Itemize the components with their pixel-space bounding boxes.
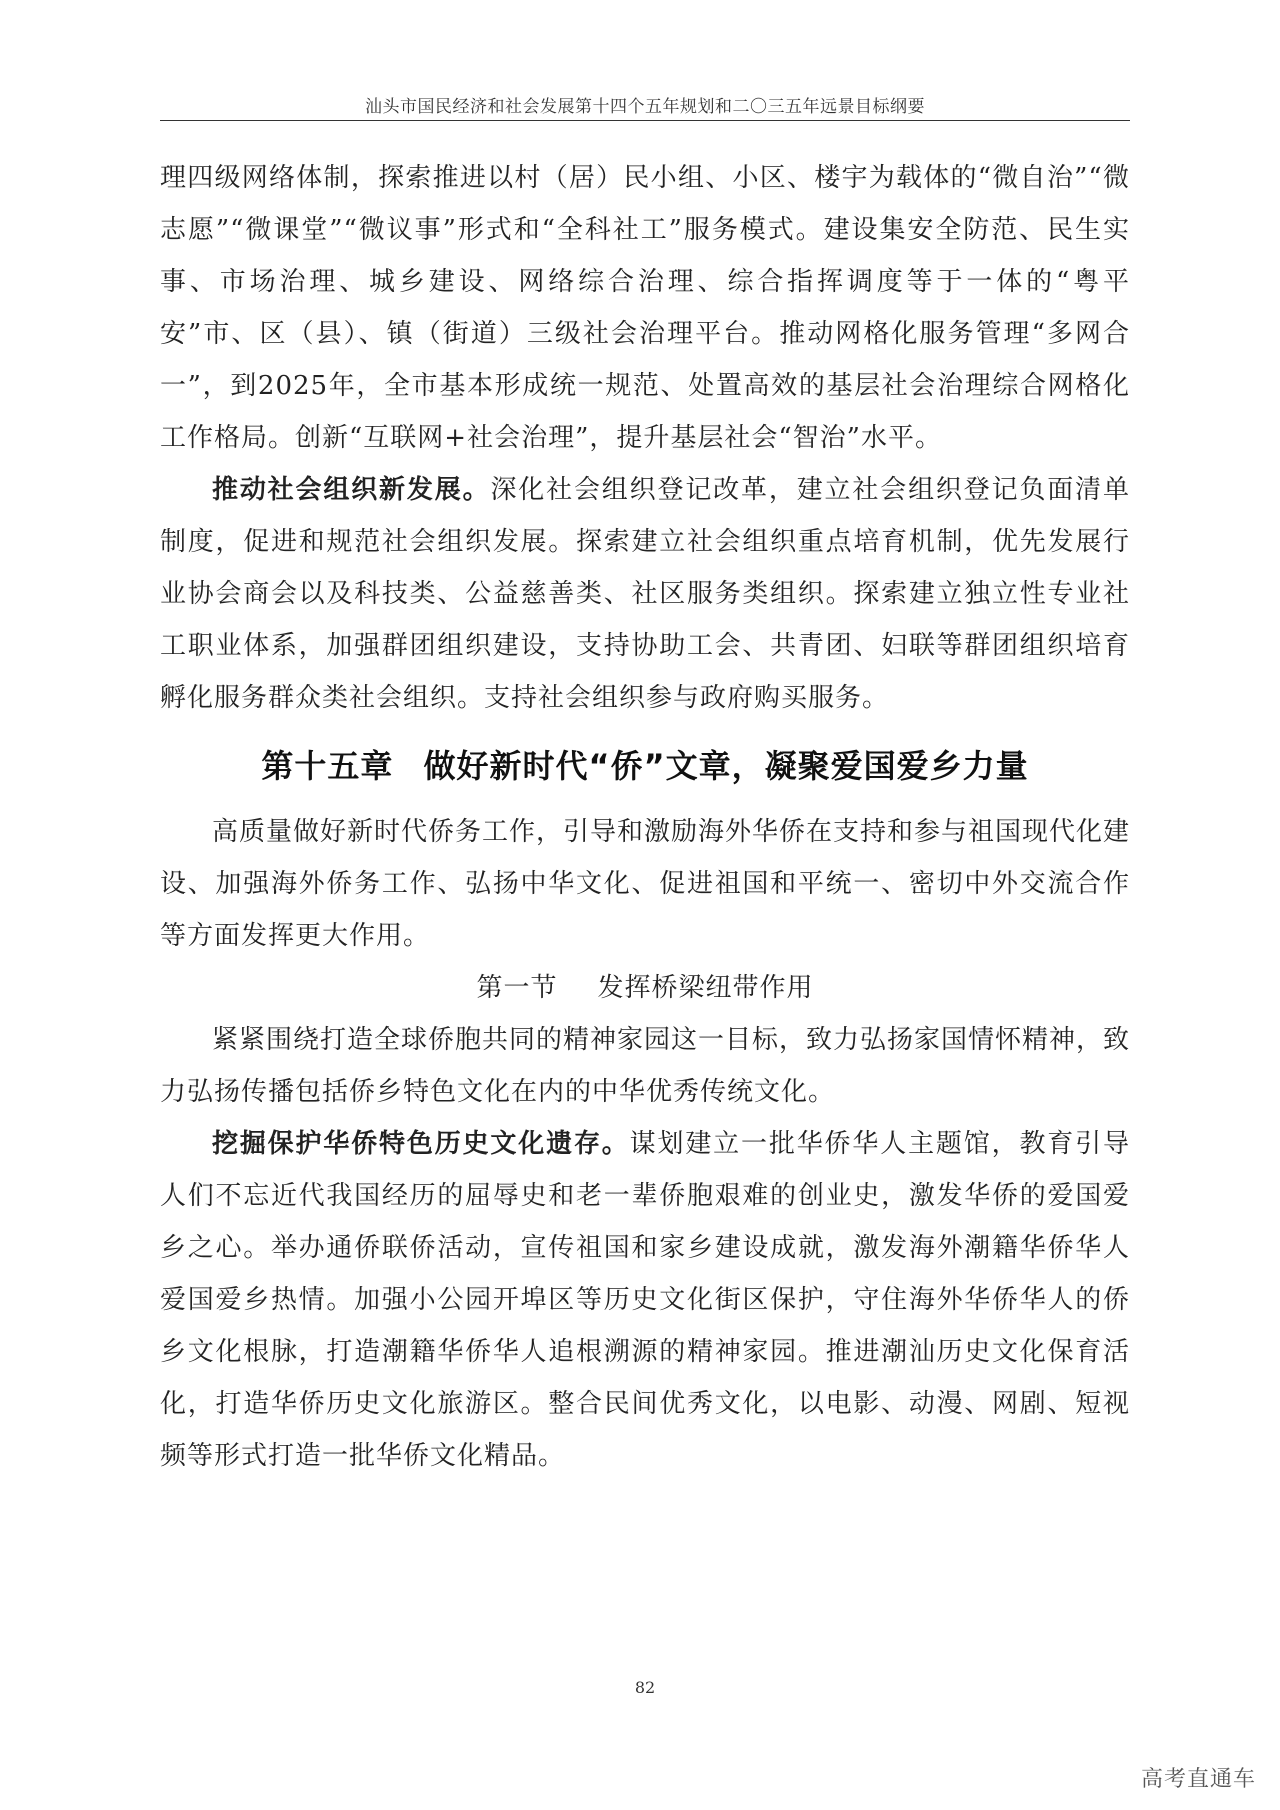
paragraph-chapter-intro: 高质量做好新时代侨务工作，引导和激励海外华侨在支持和参与祖国现代化建设、加强海外侨务工作、弘扬中华文化、促进祖国和平统一、密切中外交流合作等方面发挥更大作用。 — [160, 817, 1131, 951]
running-header: 汕头市国民经济和社会发展第十四个五年规划和二〇三五年远景目标纲要 — [365, 97, 925, 117]
section-number: 第一节 — [476, 973, 558, 1003]
paragraph-body-text: 谋划建立一批华侨华人主题馆，教育引导人们不忘近代我国经历的屈辱史和老一辈侨胞艰难的创业史，激发华侨的爱国爱乡之心。举办通侨联侨活动，宣传祖国和家乡建设成就，激发海外潮籍华侨华人爱国爱乡热情。加强小公园开埠区等历史文化街区保护，守住海外华侨华人的侨乡文化根脉，打造潮籍华侨华人追根溯源的精神家园。推进潮汕历史文化保育活化，打造华侨历史文化旅游区。整合民间优秀文化，以电影、动漫、网剧、短视频等形式打造一批华侨文化精品。 — [160, 1129, 1130, 1471]
paragraph-social-organizations — [160, 464, 1130, 724]
section-title: 发挥桥梁纽带作用 — [597, 973, 814, 1003]
paragraph-lead-bold: 挖掘保护华侨特色历史文化遗存。 — [212, 1129, 630, 1159]
paragraph-body-text: 深化社会组织登记改革，建立社会组织登记负面清单制度，促进和规范社会组织发展。探索建立社会组织重点培育机制，优先发展行业协会商会以及科技类、公益慈善类、社区服务类组织。探索建立独立性专业社工职业体系，加强群团组织建设，支持协助工会、共青团、妇联等群团组织培育孵化服务群众类社会组织。支持社会组织参与政府购买服务。 — [160, 475, 1130, 713]
paragraph-heritage — [160, 1118, 1130, 1482]
section-heading — [160, 962, 1130, 1014]
paragraph-lead-bold: 推动社会组织新发展。 — [212, 475, 491, 505]
header-divider — [160, 120, 1130, 121]
watermark-logo-text: 高考直通车 — [1140, 1767, 1256, 1792]
chapter-title: 做好新时代“侨”文章，凝聚爱国爱乡力量 — [423, 747, 1029, 785]
document-body — [160, 152, 1130, 1482]
page-number: 82 — [634, 1678, 656, 1697]
chapter-heading — [160, 740, 1130, 792]
document-page — [160, 74, 1130, 1724]
paragraph-continued: 理四级网络体制，探索推进以村（居）民小组、小区、楼宇为载体的“微自治”“微志愿”“微课堂”“微议事”形式和“全科社工”服务模式。建设集安全防范、民生实事、市场治理、城乡建设、网络综合治理、综合指挥调度等于一体的“粤平安”市、区（县）、镇（街道）三级社会治理平台。推动网格化服务管理“多网合一”，到2025年，全市基本形成统一规范、处置高效的基层社会治理综合网格化工作格局。创新“互联网+社会治理”，提升基层社会“智治”水平。 — [160, 163, 1130, 453]
chapter-number: 第十五章 — [261, 747, 394, 785]
paragraph-section-intro: 紧紧围绕打造全球侨胞共同的精神家园这一目标，致力弘扬家国情怀精神，致力弘扬传播包括侨乡特色文化在内的中华优秀传统文化。 — [160, 1025, 1131, 1107]
